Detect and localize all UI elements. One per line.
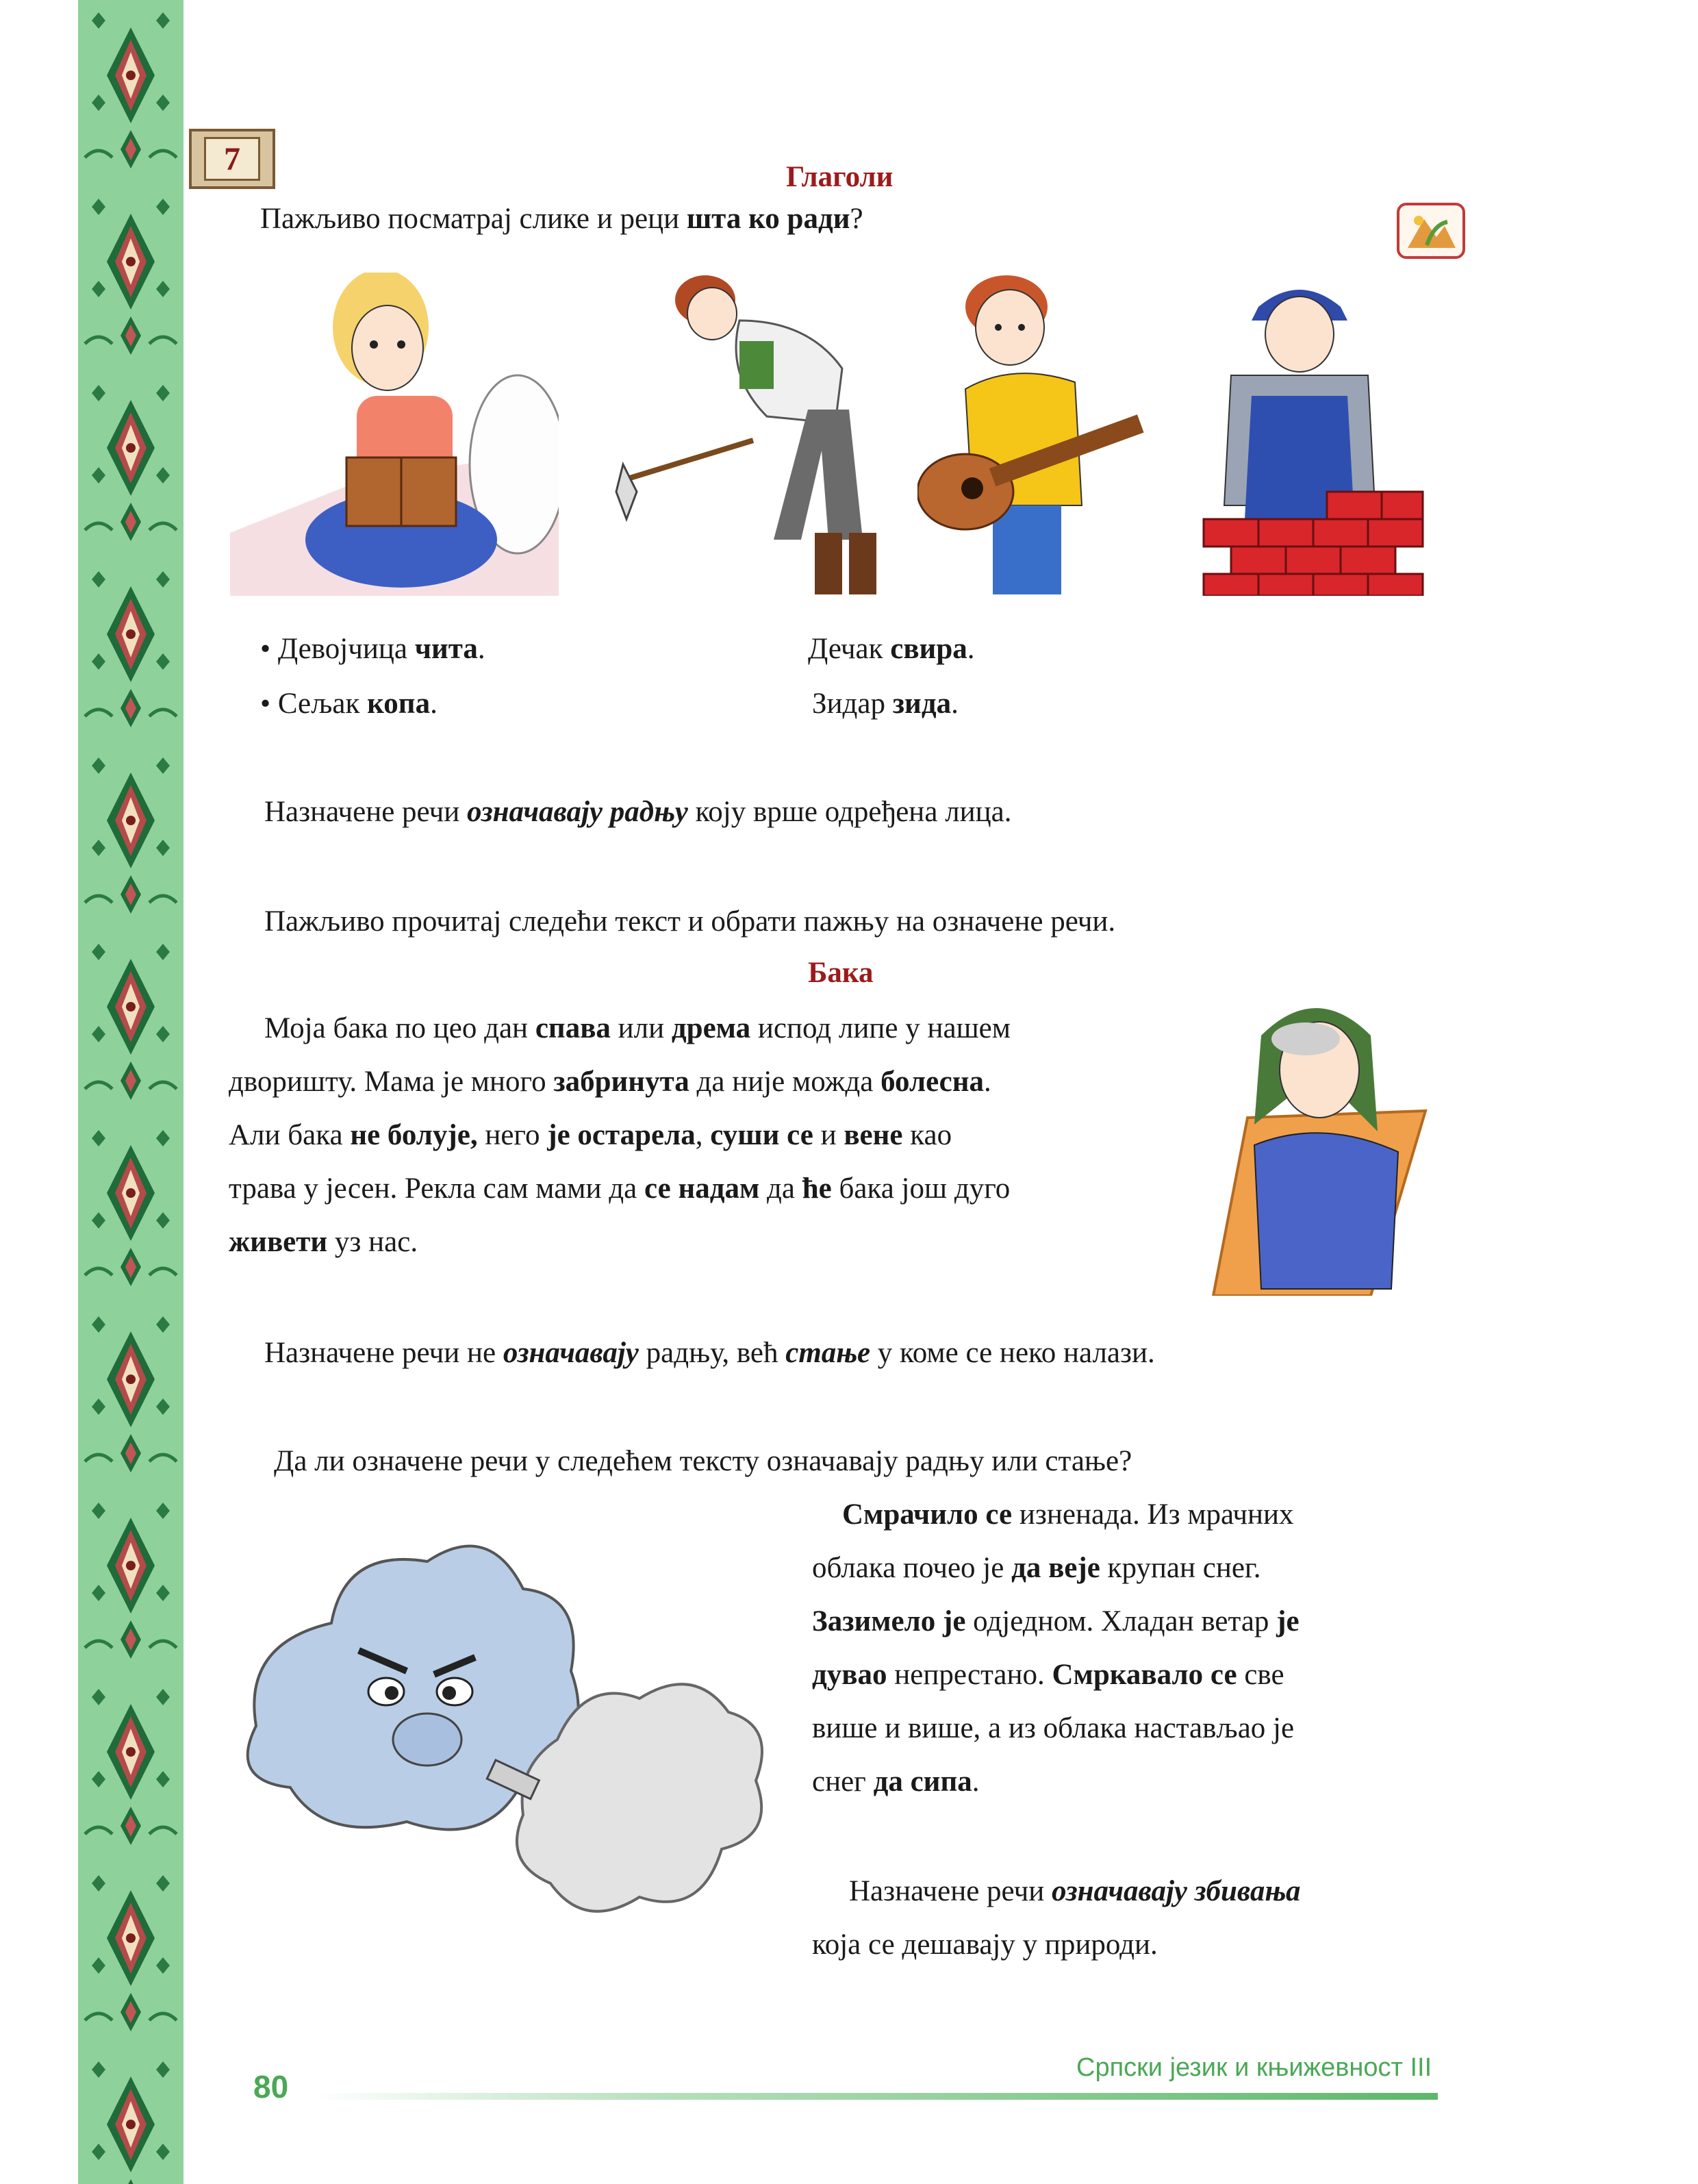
story-line-5: живети уз нас. xyxy=(229,1226,418,1258)
rule-state: Назначене речи не означавају радњу, већ стање у коме се неко налази. xyxy=(264,1337,1155,1369)
rule-events-line-2: која се дешавају у природи. xyxy=(812,1929,1158,1961)
bricklayer-image xyxy=(1197,273,1430,596)
weather-line-3: Зазимело је одједном. Хладан ветар је xyxy=(812,1605,1300,1637)
lesson-number-badge xyxy=(189,129,275,189)
rule-action: Назначене речи означавају радњу коју врше одређена лица. xyxy=(264,796,1012,828)
peasant-digging-image xyxy=(603,273,883,596)
boy-guitar-image xyxy=(917,273,1157,596)
story-line-1: Моја бака по цео дан спава или дрема испод липе у нашем xyxy=(264,1012,1011,1044)
sentence-bricklayer: Зидар зида. xyxy=(812,688,959,720)
lesson-number: 7 xyxy=(204,137,260,181)
story-title: Бака xyxy=(808,957,874,989)
intro-text: Пажљиво посматрај слике и реци шта ко ради? xyxy=(260,203,863,235)
book-icon[interactable] xyxy=(1397,203,1465,259)
weather-line-1: Смрачило се изненада. Из мрачних xyxy=(842,1498,1294,1531)
sentence-peasant: • Сељак копа. xyxy=(260,688,438,720)
decorative-border xyxy=(78,0,183,2184)
sentence-boy: Дечак свира. xyxy=(808,633,975,665)
weather-line-4: дувао непрестано. Смркавало се све xyxy=(812,1659,1284,1691)
story-line-2: дворишту. Мама је много забринута да није можда болесна. xyxy=(229,1066,991,1098)
footer-divider xyxy=(315,2093,1438,2100)
question-text: Да ли означене речи у следећем тексту означавају радњу или стање? xyxy=(274,1445,1132,1477)
instruction-read: Пажљиво прочитај следећи текст и обрати пажњу на означене речи. xyxy=(264,905,1116,938)
story-line-4: трава у јесен. Рекла сам мами да се надам да ће бака још дуго xyxy=(229,1172,1011,1205)
story-line-3: Али бака не болује, него је остарела, суши се и вене као xyxy=(229,1119,952,1151)
weather-line-2: облака почео је да веје крупан снег. xyxy=(812,1552,1261,1584)
girl-reading-image xyxy=(230,273,559,596)
rule-events-line-1: Назначене речи означавају збивања xyxy=(849,1875,1301,1907)
grandmother-image xyxy=(1206,994,1446,1296)
footer-book-title: Српски језик и књижевност III xyxy=(1076,2053,1432,2082)
weather-line-6: снег да сипа. xyxy=(812,1766,980,1798)
wind-cloud-image xyxy=(229,1520,776,1945)
sentence-girl: • Девојчица чита. xyxy=(260,633,485,665)
weather-line-5: више и више, а из облака настављао је xyxy=(812,1712,1295,1744)
lesson-title: Глаголи xyxy=(786,161,894,193)
page-number: 80 xyxy=(253,2069,289,2105)
